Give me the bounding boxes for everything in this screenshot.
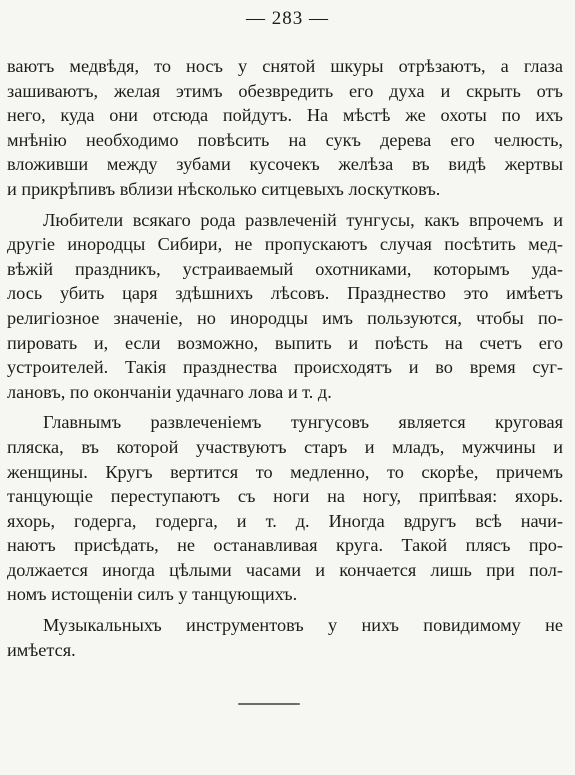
text-line: Музыкальныхъ инструментовъ у нихъ повидимому не [43,615,563,636]
body-text [7,54,563,662]
text-line: номъ истощеніи силъ у танцующихъ. [7,584,298,605]
text-line: мнѣнію необходимо повѣсить на сукъ дерева его челюсть, [7,129,563,150]
paragraph-2 [7,208,563,405]
text-line: пировать и, если возможно, выпить и поѣсть на счетъ его [7,332,563,353]
text-line: Главнымъ развлеченіемъ тунгусовъ является круговая [43,412,563,433]
text-line: женщины. Кругъ вертится то медленно, то скорѣе, причемъ [7,461,563,482]
page-number: — 283 — [246,8,329,29]
text-line: пляска, въ которой участвуютъ старъ и младъ, мужчины и [7,436,563,457]
text-line: религіозное значеніе, но инородцы имъ пользуются, чтобы по- [7,307,563,328]
paragraph-4 [7,613,563,662]
text-line: вѣжій праздникъ, устраиваемый охотниками, которымъ уда- [7,258,563,279]
text-line: другіе инородцы Сибири, не пропускаютъ случая посѣтить мед- [7,234,563,255]
text-line: него, куда они отсюда пойдутъ. На мѣстѣ же охоты по ихъ [7,105,563,126]
text-line: наютъ присѣдать, не останавливая круга. Такой плясъ про- [7,535,563,556]
text-line: устроителей. Такія празднества происходятъ и во время суг- [7,357,563,378]
text-line: яхорь, годерга, годерга, и т. д. Иногда вдругъ всѣ начи- [7,510,563,531]
paragraph-3 [7,410,563,607]
paragraph-1 [7,54,563,202]
text-line: Любители всякаго рода развлеченій тунгусы, какъ впрочемъ и [43,209,563,230]
text-line: ваютъ медвѣдя, то носъ у снятой шкуры отрѣзаютъ, а глаза [7,56,563,76]
text-line: имѣется. [7,639,76,660]
text-line: танцующіе переступаютъ съ ноги на ногу, припѣвая: яхорь. [7,486,563,507]
text-line: и прикрѣпивъ вблизи нѣсколько ситцевыхъ лоскутковъ. [7,178,441,199]
text-line: вложивши между зубами кусочекъ желѣза въ видѣ жертвы [7,154,563,175]
text-line: лось убить царя здѣшнихъ лѣсовъ. Празднество это имѣетъ [7,283,563,304]
end-divider-rule [238,703,300,705]
text-line: зашиваютъ, желая этимъ обезвредить его духа и скрыть отъ [7,80,563,101]
text-line: лановъ, по окончаніи удачнаго лова и т. д. [7,381,332,402]
text-line: должается иногда цѣлыми часами и кончается лишь при пол- [7,559,563,580]
